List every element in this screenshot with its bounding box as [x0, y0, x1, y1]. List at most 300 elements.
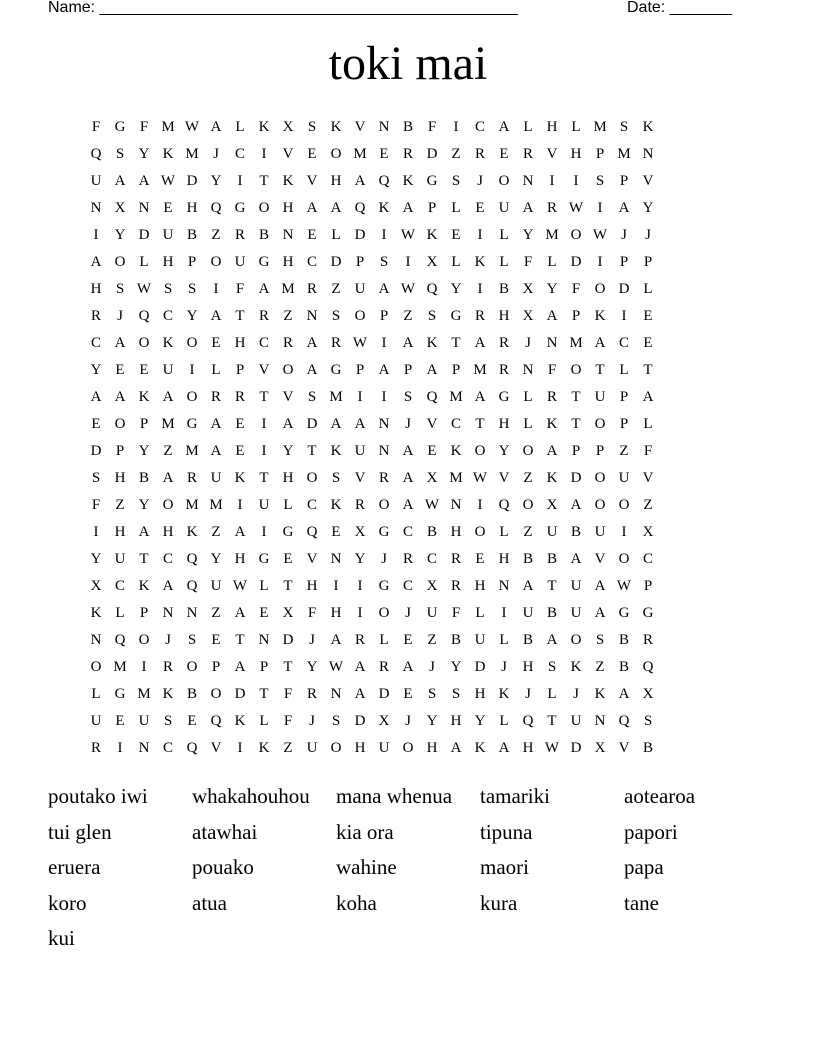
grid-letter: B	[426, 524, 437, 540]
grid-letter: Y	[306, 659, 318, 675]
grid-letter: X	[546, 497, 558, 513]
grid-letter: A	[258, 281, 270, 297]
grid-letter: A	[402, 659, 414, 675]
grid-letter: H	[282, 254, 294, 270]
word-list-item: papa	[624, 855, 664, 879]
grid-letter: I	[477, 281, 483, 297]
grid-letter: I	[213, 281, 219, 297]
grid-letter: L	[619, 362, 629, 378]
grid-letter: T	[547, 713, 557, 729]
grid-letter: U	[210, 578, 222, 594]
grid-letter: F	[91, 119, 101, 135]
grid-letter: E	[139, 362, 149, 378]
grid-letter: H	[522, 659, 534, 675]
grid-letter: E	[211, 335, 221, 351]
grid-letter: Q	[90, 146, 102, 162]
grid-letter: Y	[450, 281, 462, 297]
grid-letter: X	[114, 200, 126, 216]
word-list-item: atawhai	[192, 819, 258, 844]
grid-letter: N	[378, 416, 390, 432]
grid-letter: O	[594, 416, 606, 432]
grid-letter: J	[405, 605, 411, 621]
grid-row	[84, 465, 732, 492]
grid-letter: L	[643, 416, 653, 432]
grid-row	[84, 411, 732, 438]
grid-letter: F	[451, 605, 461, 621]
grid-letter: A	[498, 740, 510, 756]
grid-letter: I	[621, 524, 627, 540]
grid-letter: R	[306, 686, 317, 702]
grid-letter: P	[187, 254, 197, 270]
grid-letter: E	[331, 524, 341, 540]
grid-letter: I	[117, 740, 123, 756]
grid-letter: Q	[186, 740, 198, 756]
grid-letter: Z	[211, 605, 221, 621]
grid-letter: B	[570, 524, 581, 540]
grid-letter: Q	[210, 200, 222, 216]
grid-letter: J	[381, 551, 387, 567]
grid-letter: K	[162, 335, 174, 351]
grid-letter: H	[282, 200, 294, 216]
grid-letter: O	[186, 389, 198, 405]
grid-letter: A	[642, 389, 654, 405]
grid-letter: Q	[306, 524, 318, 540]
grid-letter: A	[618, 686, 630, 702]
grid-letter: Y	[642, 200, 654, 216]
grid-letter: X	[594, 740, 606, 756]
grid-letter: P	[259, 659, 269, 675]
grid-letter: I	[597, 200, 603, 216]
grid-letter: A	[210, 416, 222, 432]
grid-letter: F	[643, 443, 653, 459]
grid-letter: D	[618, 281, 630, 297]
grid-letter: O	[258, 200, 270, 216]
grid-letter: A	[546, 632, 558, 648]
grid-letter: X	[522, 281, 534, 297]
date-field-label: Date: _______	[627, 0, 732, 16]
word-list-item: whakahouhou	[192, 784, 310, 808]
grid-letter: T	[571, 389, 581, 405]
grid-letter: K	[282, 173, 294, 189]
grid-letter: P	[619, 416, 629, 432]
grid-letter: Q	[138, 308, 150, 324]
grid-letter: N	[522, 362, 534, 378]
grid-letter: L	[139, 254, 149, 270]
grid-letter: P	[571, 308, 581, 324]
grid-letter: P	[595, 146, 605, 162]
grid-letter: V	[642, 470, 654, 486]
grid-letter: J	[573, 686, 579, 702]
grid-letter: F	[427, 119, 437, 135]
grid-letter: R	[522, 146, 533, 162]
grid-letter: K	[546, 416, 558, 432]
grid-letter: R	[402, 551, 413, 567]
grid-letter: N	[594, 713, 606, 729]
word-list-item: maori	[480, 855, 529, 879]
grid-letter: S	[451, 173, 461, 189]
grid-letter: A	[402, 200, 414, 216]
grid-letter: V	[498, 470, 510, 486]
grid-letter: D	[570, 254, 582, 270]
grid-letter: U	[570, 578, 582, 594]
grid-letter: U	[522, 605, 534, 621]
grid-row	[84, 195, 732, 222]
grid-letter: M	[185, 443, 199, 459]
grid-letter: R	[546, 200, 557, 216]
grid-letter: Z	[619, 443, 629, 459]
grid-letter: X	[426, 254, 438, 270]
grid-letter: A	[114, 173, 126, 189]
grid-letter: A	[306, 335, 318, 351]
grid-letter: J	[405, 416, 411, 432]
grid-row	[84, 384, 732, 411]
grid-letter: G	[378, 578, 390, 594]
grid-letter: K	[90, 605, 102, 621]
grid-letter: U	[90, 713, 102, 729]
grid-letter: L	[499, 713, 509, 729]
grid-letter: T	[139, 551, 149, 567]
grid-letter: B	[498, 281, 509, 297]
word-list-item: poutako iwi	[48, 784, 148, 808]
grid-letter: A	[90, 389, 102, 405]
grid-letter: I	[189, 362, 195, 378]
grid-letter: Z	[115, 497, 125, 513]
grid-letter: K	[258, 119, 270, 135]
grid-letter: Q	[186, 551, 198, 567]
grid-letter: B	[138, 470, 149, 486]
grid-letter: O	[114, 254, 126, 270]
grid-letter: Q	[114, 632, 126, 648]
grid-row	[84, 222, 732, 249]
grid-letter: I	[261, 443, 267, 459]
grid-letter: R	[90, 740, 101, 756]
grid-letter: L	[499, 632, 509, 648]
grid-letter: N	[90, 200, 102, 216]
grid-letter: C	[306, 497, 317, 513]
grid-letter: A	[402, 497, 414, 513]
grid-letter: E	[187, 713, 197, 729]
grid-letter: O	[522, 443, 534, 459]
grid-letter: Y	[210, 173, 222, 189]
grid-letter: L	[499, 524, 509, 540]
grid-letter: Y	[546, 281, 558, 297]
grid-row	[84, 654, 732, 681]
grid-letter: I	[381, 227, 387, 243]
grid-letter: E	[211, 632, 221, 648]
grid-letter: I	[333, 578, 339, 594]
grid-letter: R	[306, 281, 317, 297]
grid-letter: O	[354, 308, 366, 324]
grid-letter: X	[426, 578, 438, 594]
grid-letter: B	[258, 227, 269, 243]
grid-letter: K	[258, 740, 270, 756]
grid-letter: H	[234, 335, 246, 351]
grid-letter: T	[259, 686, 269, 702]
grid-letter: O	[306, 470, 318, 486]
grid-letter: H	[546, 119, 558, 135]
grid-letter: H	[234, 551, 246, 567]
grid-letter: R	[474, 308, 485, 324]
grid-letter: A	[378, 362, 390, 378]
grid-letter: O	[570, 227, 582, 243]
grid-letter: A	[498, 119, 510, 135]
grid-letter: P	[115, 443, 125, 459]
grid-letter: D	[186, 173, 198, 189]
grid-letter: Z	[283, 740, 293, 756]
grid-letter: W	[136, 281, 152, 297]
grid-letter: K	[330, 497, 342, 513]
grid-letter: D	[474, 659, 486, 675]
grid-letter: V	[354, 119, 366, 135]
grid-row	[84, 276, 732, 303]
grid-letter: M	[473, 362, 487, 378]
grid-letter: O	[138, 335, 150, 351]
grid-letter: W	[400, 227, 416, 243]
grid-letter: J	[405, 713, 411, 729]
grid-letter: R	[162, 659, 173, 675]
grid-letter: L	[475, 605, 485, 621]
grid-letter: Q	[426, 281, 438, 297]
grid-letter: D	[378, 686, 390, 702]
grid-letter: C	[306, 254, 317, 270]
grid-letter: U	[546, 524, 558, 540]
grid-letter: U	[234, 254, 246, 270]
grid-letter: G	[330, 362, 342, 378]
grid-letter: H	[426, 740, 438, 756]
word-list-item: eruera	[48, 855, 101, 879]
grid-letter: C	[618, 335, 629, 351]
grid-letter: Y	[90, 362, 102, 378]
grid-row	[84, 141, 732, 168]
grid-letter: H	[90, 281, 102, 297]
grid-letter: J	[165, 632, 171, 648]
grid-letter: Z	[403, 308, 413, 324]
grid-letter: E	[475, 200, 485, 216]
word-list-item: mana whenua	[336, 784, 453, 808]
grid-letter: R	[282, 335, 293, 351]
grid-letter: A	[594, 605, 606, 621]
grid-letter: U	[594, 524, 606, 540]
grid-letter: L	[91, 686, 101, 702]
grid-letter: Y	[186, 308, 198, 324]
grid-letter: K	[450, 443, 462, 459]
grid-letter: A	[162, 470, 174, 486]
grid-letter: I	[549, 173, 555, 189]
grid-letter: L	[379, 632, 389, 648]
grid-letter: O	[114, 416, 126, 432]
grid-letter: A	[138, 173, 150, 189]
grid-row	[84, 303, 732, 330]
grid-letter: H	[498, 551, 510, 567]
grid-letter: C	[402, 524, 413, 540]
grid-letter: U	[306, 740, 318, 756]
grid-letter: J	[309, 713, 315, 729]
grid-letter: G	[450, 308, 462, 324]
grid-row	[84, 492, 732, 519]
grid-letter: H	[282, 470, 294, 486]
grid-letter: T	[307, 443, 317, 459]
grid-letter: P	[235, 362, 245, 378]
grid-letter: D	[90, 443, 102, 459]
word-list-item: tane	[624, 890, 659, 915]
grid-letter: Z	[211, 227, 221, 243]
grid-letter: A	[162, 578, 174, 594]
grid-letter: R	[378, 659, 389, 675]
grid-letter: F	[547, 362, 557, 378]
grid-letter: M	[185, 146, 199, 162]
grid-letter: S	[331, 713, 341, 729]
grid-letter: T	[451, 335, 461, 351]
grid-letter: D	[570, 470, 582, 486]
grid-letter: C	[162, 551, 173, 567]
grid-letter: Z	[211, 524, 221, 540]
grid-letter: J	[117, 308, 123, 324]
grid-letter: V	[546, 146, 558, 162]
grid-letter: V	[594, 551, 606, 567]
grid-letter: S	[643, 713, 653, 729]
grid-letter: S	[547, 659, 557, 675]
grid-letter: L	[259, 578, 269, 594]
grid-letter: A	[306, 362, 318, 378]
grid-letter: G	[258, 254, 270, 270]
word-list-item: tipuna	[480, 819, 533, 844]
grid-row	[84, 168, 732, 195]
grid-letter: M	[113, 659, 127, 675]
grid-letter: K	[234, 713, 246, 729]
grid-letter: E	[283, 551, 293, 567]
grid-letter: Z	[427, 632, 437, 648]
word-list-item: kura	[480, 890, 518, 915]
grid-letter: E	[163, 200, 173, 216]
grid-letter: O	[498, 173, 510, 189]
grid-letter: B	[450, 632, 461, 648]
grid-letter: A	[618, 200, 630, 216]
grid-letter: W	[232, 578, 248, 594]
grid-letter: S	[451, 686, 461, 702]
grid-letter: X	[282, 119, 294, 135]
grid-letter: S	[115, 281, 125, 297]
grid-letter: A	[162, 389, 174, 405]
grid-letter: K	[426, 335, 438, 351]
grid-letter: K	[138, 578, 150, 594]
grid-letter: C	[114, 578, 125, 594]
word-list-item: koro	[48, 890, 87, 915]
grid-letter: E	[91, 416, 101, 432]
grid-letter: Q	[618, 713, 630, 729]
grid-letter: F	[235, 281, 245, 297]
grid-letter: E	[235, 443, 245, 459]
grid-letter: X	[642, 686, 654, 702]
grid-letter: M	[353, 146, 367, 162]
grid-letter: Z	[523, 470, 533, 486]
grid-letter: F	[571, 281, 581, 297]
grid-letter: R	[546, 389, 557, 405]
grid-letter: L	[547, 686, 557, 702]
grid-letter: M	[161, 416, 175, 432]
grid-letter: E	[115, 713, 125, 729]
grid-letter: R	[642, 632, 653, 648]
grid-letter: P	[643, 578, 653, 594]
grid-row	[84, 114, 732, 141]
grid-letter: S	[427, 686, 437, 702]
grid-letter: U	[114, 551, 126, 567]
grid-letter: D	[234, 686, 246, 702]
grid-letter: K	[234, 470, 246, 486]
puzzle-title: toki mai	[328, 37, 488, 90]
grid-letter: I	[621, 308, 627, 324]
grid-row	[84, 600, 732, 627]
grid-letter: U	[594, 389, 606, 405]
grid-letter: K	[330, 119, 342, 135]
grid-letter: O	[474, 524, 486, 540]
grid-letter: K	[186, 524, 198, 540]
grid-letter: C	[450, 416, 461, 432]
grid-letter: O	[210, 686, 222, 702]
grid-letter: L	[283, 497, 293, 513]
grid-letter: I	[357, 605, 363, 621]
grid-letter: R	[498, 335, 509, 351]
grid-letter: S	[187, 281, 197, 297]
word-list-item: tui glen	[48, 819, 112, 844]
grid-letter: L	[499, 227, 509, 243]
grid-letter: N	[138, 200, 150, 216]
grid-letter: G	[642, 605, 654, 621]
grid-letter: R	[450, 578, 461, 594]
grid-letter: M	[185, 497, 199, 513]
grid-letter: V	[282, 146, 294, 162]
grid-letter: G	[282, 524, 294, 540]
grid-letter: E	[643, 335, 653, 351]
grid-letter: E	[451, 227, 461, 243]
grid-letter: Y	[474, 713, 486, 729]
grid-letter: Q	[354, 200, 366, 216]
grid-letter: Y	[354, 551, 366, 567]
grid-letter: K	[594, 308, 606, 324]
grid-letter: Z	[523, 524, 533, 540]
grid-letter: F	[283, 686, 293, 702]
grid-letter: Y	[114, 227, 126, 243]
header-line	[48, 0, 748, 19]
grid-letter: I	[453, 119, 459, 135]
grid-letter: P	[427, 200, 437, 216]
grid-letter: U	[258, 497, 270, 513]
grid-letter: Y	[498, 443, 510, 459]
grid-letter: K	[546, 470, 558, 486]
grid-letter: H	[354, 740, 366, 756]
grid-letter: F	[283, 713, 293, 729]
grid-letter: A	[354, 659, 366, 675]
grid-letter: L	[523, 389, 533, 405]
grid-letter: I	[93, 227, 99, 243]
grid-letter: U	[378, 740, 390, 756]
grid-letter: J	[309, 632, 315, 648]
grid-letter: W	[400, 281, 416, 297]
grid-letter: A	[282, 416, 294, 432]
grid-letter: A	[522, 200, 534, 216]
grid-letter: K	[378, 200, 390, 216]
grid-letter: M	[329, 389, 343, 405]
grid-letter: D	[570, 740, 582, 756]
grid-letter: T	[283, 659, 293, 675]
grid-row	[84, 519, 732, 546]
word-list-item: atua	[192, 890, 227, 915]
grid-letter: A	[546, 443, 558, 459]
grid-letter: N	[522, 173, 534, 189]
grid-letter: S	[91, 470, 101, 486]
grid-letter: Y	[210, 551, 222, 567]
grid-letter: K	[162, 146, 174, 162]
grid-letter: S	[379, 254, 389, 270]
